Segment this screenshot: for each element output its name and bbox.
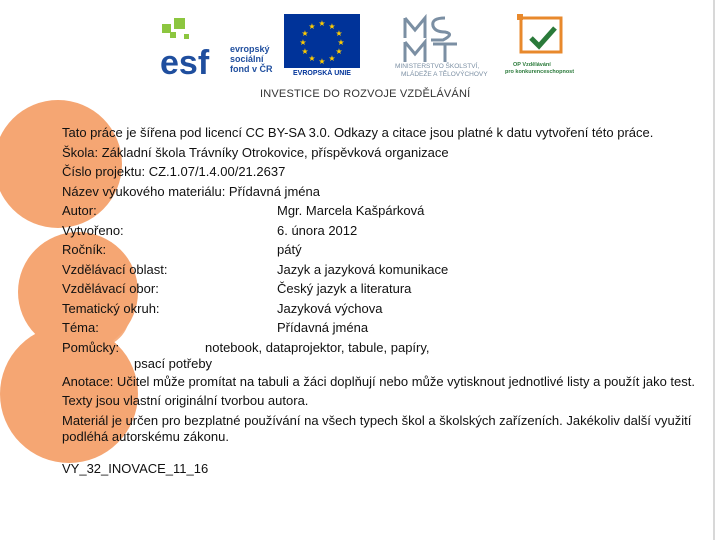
msmt-caption-line: MINISTERSTVO ŠKOLSTVÍ, bbox=[395, 63, 480, 70]
investment-caption: INVESTICE DO ROZVOJE VZDĚLÁVÁNÍ bbox=[260, 88, 471, 100]
svg-text:★: ★ bbox=[308, 22, 316, 31]
material-code: VY_32_INOVACE_11_16 bbox=[62, 460, 209, 476]
svg-text:★: ★ bbox=[308, 54, 316, 63]
info-text bbox=[62, 125, 702, 480]
aids-label: Pomůcky: bbox=[62, 339, 120, 355]
field-label: Autor: bbox=[62, 203, 97, 218]
eu-logo bbox=[284, 14, 392, 84]
svg-text:★: ★ bbox=[301, 47, 309, 56]
esf-caption-line: fond v ČR bbox=[230, 64, 273, 74]
field-label: Tematický okruh: bbox=[62, 300, 160, 316]
eu-caption: EVROPSKÁ UNIE bbox=[293, 70, 351, 77]
field-row bbox=[62, 281, 702, 301]
license-text: Tato práce je šířena pod licencí CC BY-SA 3.0. Odkazy a citace jsou platné k datu vytvoření této práce. bbox=[62, 125, 654, 140]
esf-text: esf bbox=[160, 44, 210, 78]
field-value: Český jazyk a literatura bbox=[277, 281, 412, 296]
op-logo bbox=[505, 14, 585, 89]
svg-text:★: ★ bbox=[318, 57, 326, 66]
svg-text:★: ★ bbox=[328, 22, 336, 31]
usage-text: Materiál je určen pro bezplatné používání na všech typech škol a školských zařízeních. Jakékoliv další využití podléhá autorskému zákonu. bbox=[62, 412, 692, 444]
field-row bbox=[62, 301, 702, 321]
decor-vertical-line bbox=[713, 0, 715, 540]
svg-text:★: ★ bbox=[337, 38, 345, 47]
field-label: Ročník: bbox=[62, 242, 107, 257]
field-value: Jazyková výchova bbox=[277, 300, 383, 316]
aids-row bbox=[62, 340, 702, 356]
svg-text:★: ★ bbox=[335, 29, 343, 38]
annotation-text: Anotace: Učitel může promítat na tabuli a žáci doplňují nebo může vytisknout jednotlivé listy a použít jako test. bbox=[62, 373, 696, 389]
op-caption-line: pro konkurenceschopnost bbox=[505, 69, 575, 75]
esf-mark bbox=[160, 18, 228, 78]
msmt-logo bbox=[395, 14, 515, 84]
field-label: Téma: bbox=[62, 320, 99, 335]
esf-logo bbox=[160, 14, 280, 84]
field-row bbox=[62, 203, 702, 223]
material-line: Název výukového materiálu: Přídavná jména bbox=[62, 183, 320, 199]
field-row bbox=[62, 242, 702, 262]
svg-text:★: ★ bbox=[301, 29, 309, 38]
field-row bbox=[62, 223, 702, 243]
field-label: Vzdělávací oblast: bbox=[62, 261, 168, 277]
field-value: Jazyk a jazyková komunikace bbox=[277, 261, 449, 277]
field-value: Přídavná jména bbox=[277, 320, 369, 335]
field-value: 6. února 2012 bbox=[277, 222, 358, 238]
aids-value: notebook, dataprojektor, tabule, papíry, bbox=[205, 339, 430, 355]
field-value: Mgr. Marcela Kašpárková bbox=[277, 203, 425, 218]
svg-text:★: ★ bbox=[318, 19, 326, 28]
svg-text:★: ★ bbox=[299, 38, 307, 47]
op-caption-line: OP Vzdělávání bbox=[513, 62, 551, 68]
op-mark bbox=[513, 14, 569, 60]
school-line: Škola: Základní škola Trávníky Otrokovice, příspěvková organizace bbox=[62, 144, 449, 160]
own-work-text: Texty jsou vlastní originální tvorbou autora. bbox=[62, 393, 309, 408]
field-value: pátý bbox=[277, 242, 302, 257]
esf-caption-line: sociální bbox=[230, 54, 264, 64]
svg-text:★: ★ bbox=[335, 47, 343, 56]
field-label: Vzdělávací obor: bbox=[62, 281, 159, 296]
msmt-caption-line: MLÁDEŽE A TĚLOVÝCHOVY bbox=[401, 71, 488, 78]
field-label: Vytvořeno: bbox=[62, 222, 124, 238]
aids-continuation: psací potřeby bbox=[134, 355, 213, 371]
msmt-mark bbox=[401, 14, 471, 64]
eu-flag-icon bbox=[284, 14, 360, 68]
field-row bbox=[62, 320, 702, 340]
esf-caption-line: evropský bbox=[230, 44, 270, 54]
svg-text:★: ★ bbox=[328, 54, 336, 63]
field-row bbox=[62, 262, 702, 282]
project-line: Číslo projektu: CZ.1.07/1.4.00/21.2637 bbox=[62, 164, 286, 179]
